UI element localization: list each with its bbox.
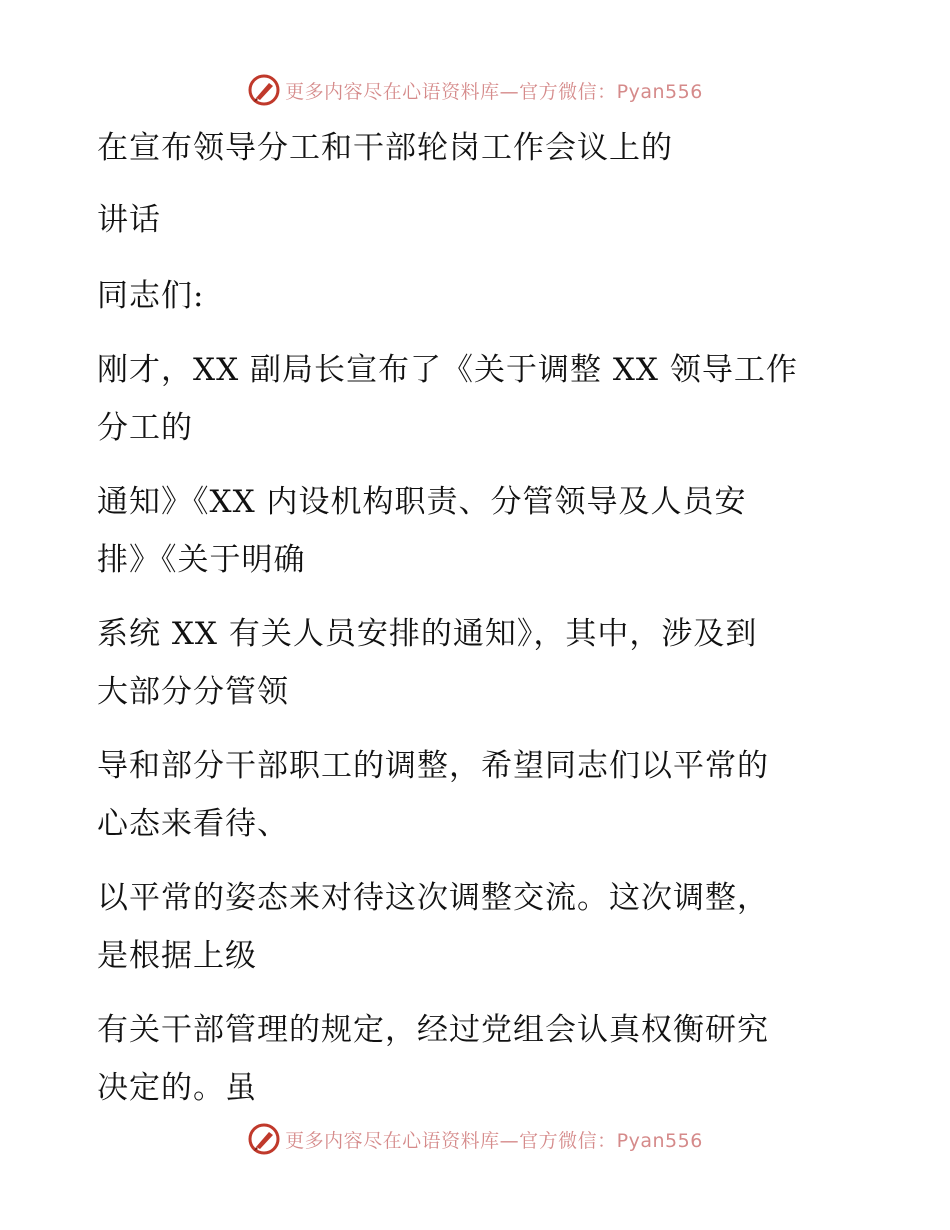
doc-line: 排》《关于明确 (97, 542, 306, 578)
doc-line: 系统 XX 有关人员安排的通知》，其中，涉及到 (97, 616, 758, 652)
watermark-text: 更多内容尽在心语资料库—官方微信：Pyan556 (285, 80, 703, 103)
pen-logo-icon (247, 73, 281, 107)
doc-line: 分工的 (97, 410, 193, 446)
doc-line: 决定的。虽 (97, 1070, 257, 1106)
doc-line: 刚才，XX 副局长宣布了《关于调整 XX 领导工作 (97, 352, 798, 388)
doc-line: 以平常的姿态来对待这次调整交流。这次调整， (97, 880, 769, 916)
doc-line: 心态来看待、 (97, 806, 289, 842)
doc-line: 在宣布领导分工和干部轮岗工作会议上的 (97, 130, 673, 166)
doc-line: 同志们: (97, 278, 205, 314)
doc-line: 是根据上级 (97, 938, 257, 974)
header-watermark (0, 73, 950, 107)
doc-line: 大部分分管领 (97, 674, 289, 710)
doc-line: 有关干部管理的规定，经过党组会认真权衡研究 (97, 1012, 769, 1048)
doc-line: 导和部分干部职工的调整，希望同志们以平常的 (97, 748, 769, 784)
footer-watermark (0, 1122, 950, 1156)
doc-line: 讲话 (97, 202, 161, 238)
watermark-text: 更多内容尽在心语资料库—官方微信：Pyan556 (285, 1129, 703, 1152)
pen-logo-icon (247, 1122, 281, 1156)
doc-line: 通知》《XX 内设机构职责、分管领导及人员安 (97, 484, 747, 520)
